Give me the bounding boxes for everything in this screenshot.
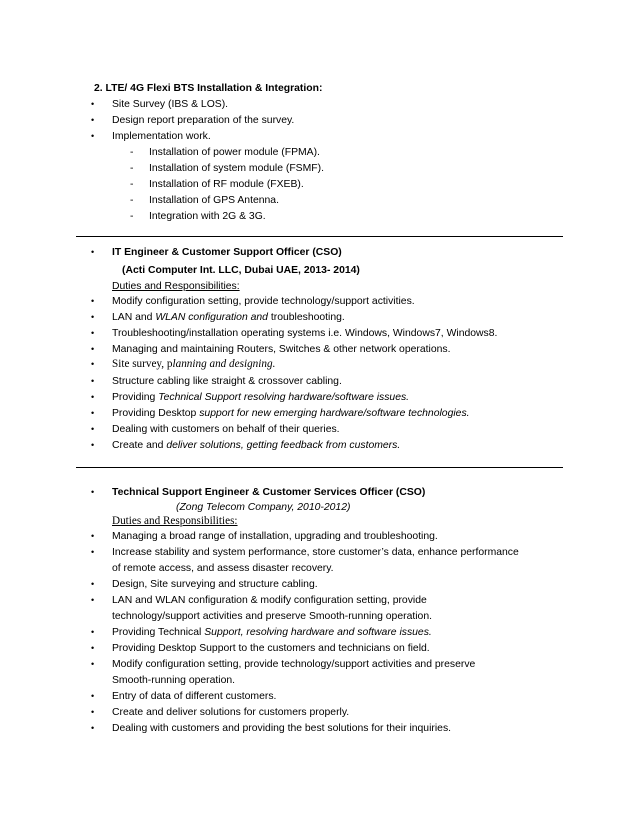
list-item: Structure cabling like straight & crossover cabling. <box>112 376 342 387</box>
bullet-icon: • <box>91 487 95 497</box>
list-item: Design report preparation of the survey. <box>112 115 295 126</box>
duties-label: Duties and Responsibilities: <box>112 281 240 292</box>
list-item: Increase stability and system performance, store customer’s data, enhance performance <box>112 547 519 558</box>
divider <box>76 467 563 468</box>
list-item: Modify configuration setting, provide technology/support activities and preserve <box>112 659 476 670</box>
dash-icon: - <box>130 179 134 190</box>
dash-icon: - <box>130 211 134 222</box>
list-item: Dealing with customers on behalf of their queries. <box>112 424 340 435</box>
bullet-icon: • <box>91 547 95 557</box>
bullet-icon: • <box>91 328 95 338</box>
list-item: Design, Site surveying and structure cabling. <box>112 579 318 590</box>
list-item: Implementation work. <box>112 131 211 142</box>
list-item: Create and deliver solutions, getting feedback from customers. <box>112 440 401 451</box>
list-item: Providing Technical Support resolving hardware/software issues. <box>112 392 410 403</box>
list-item-continued: Smooth-running operation. <box>112 675 236 686</box>
list-item: LAN and WLAN configuration and troubleshooting. <box>112 312 345 323</box>
list-item: Dealing with customers and providing the best solutions for their inquiries. <box>112 723 452 734</box>
bullet-icon: • <box>91 312 95 322</box>
bullet-icon: • <box>91 296 95 306</box>
bullet-icon: • <box>91 392 95 402</box>
duties-label: Duties and Responsibilities: <box>112 515 238 527</box>
bullet-icon: • <box>91 408 95 418</box>
list-item: Providing Desktop Support to the customers and technicians on field. <box>112 643 430 654</box>
bullet-icon: • <box>91 659 95 669</box>
sub-list-item: Installation of RF module (FXEB). <box>149 179 304 190</box>
sub-list-item: Installation of system module (FSMF). <box>149 163 324 174</box>
bullet-icon: • <box>91 643 95 653</box>
bullet-icon: • <box>91 579 95 589</box>
sub-list-item: Installation of power module (FPMA). <box>149 147 320 158</box>
job-title: IT Engineer & Customer Support Officer (CSO) <box>112 247 342 258</box>
list-item-continued: of remote access, and assess disaster recovery. <box>112 563 334 574</box>
bullet-icon: • <box>91 707 95 717</box>
bullet-icon: • <box>91 627 95 637</box>
bullet-icon: • <box>91 376 95 386</box>
list-item: Troubleshooting/installation operating systems i.e. Windows, Windows7, Windows8. <box>112 328 498 339</box>
sub-list-item: Integration with 2G & 3G. <box>149 211 266 222</box>
bullet-icon: • <box>91 531 95 541</box>
dash-icon: - <box>130 195 134 206</box>
bullet-icon: • <box>91 359 95 369</box>
company-line: (Acti Computer Int. LLC, Dubai UAE, 2013- 2014) <box>122 265 360 276</box>
dash-icon: - <box>130 147 134 158</box>
bullet-icon: • <box>91 595 95 605</box>
list-item: LAN and WLAN configuration & modify configuration setting, provide <box>112 595 427 606</box>
list-item: Modify configuration setting, provide technology/support activities. <box>112 296 415 307</box>
divider <box>76 236 563 237</box>
list-item: Site survey, planning and designing. <box>112 358 276 370</box>
bullet-icon: • <box>91 691 95 701</box>
company-line: (Zong Telecom Company, 2010-2012) <box>176 502 351 513</box>
bullet-icon: • <box>91 424 95 434</box>
bullet-icon: • <box>91 247 95 257</box>
list-item: Managing a broad range of installation, upgrading and troubleshooting. <box>112 531 438 542</box>
bullet-icon: • <box>91 115 95 125</box>
sub-list-item: Installation of GPS Antenna. <box>149 195 279 206</box>
bullet-icon: • <box>91 440 95 450</box>
list-item: Providing Technical Support, resolving hardware and software issues. <box>112 627 432 638</box>
list-item: Site Survey (IBS & LOS). <box>112 99 229 110</box>
job-title: Technical Support Engineer & Customer Services Officer (CSO) <box>112 487 426 498</box>
section-heading: 2. LTE/ 4G Flexi BTS Installation & Integration: <box>94 83 323 94</box>
list-item: Entry of data of different customers. <box>112 691 277 702</box>
dash-icon: - <box>130 163 134 174</box>
list-item: Create and deliver solutions for customers properly. <box>112 707 350 718</box>
list-item-continued: technology/support activities and preserve Smooth-running operation. <box>112 611 432 622</box>
bullet-icon: • <box>91 131 95 141</box>
bullet-icon: • <box>91 99 95 109</box>
bullet-icon: • <box>91 723 95 733</box>
list-item: Providing Desktop support for new emerging hardware/software technologies. <box>112 408 470 419</box>
list-item: Managing and maintaining Routers, Switches & other network operations. <box>112 344 451 355</box>
bullet-icon: • <box>91 344 95 354</box>
